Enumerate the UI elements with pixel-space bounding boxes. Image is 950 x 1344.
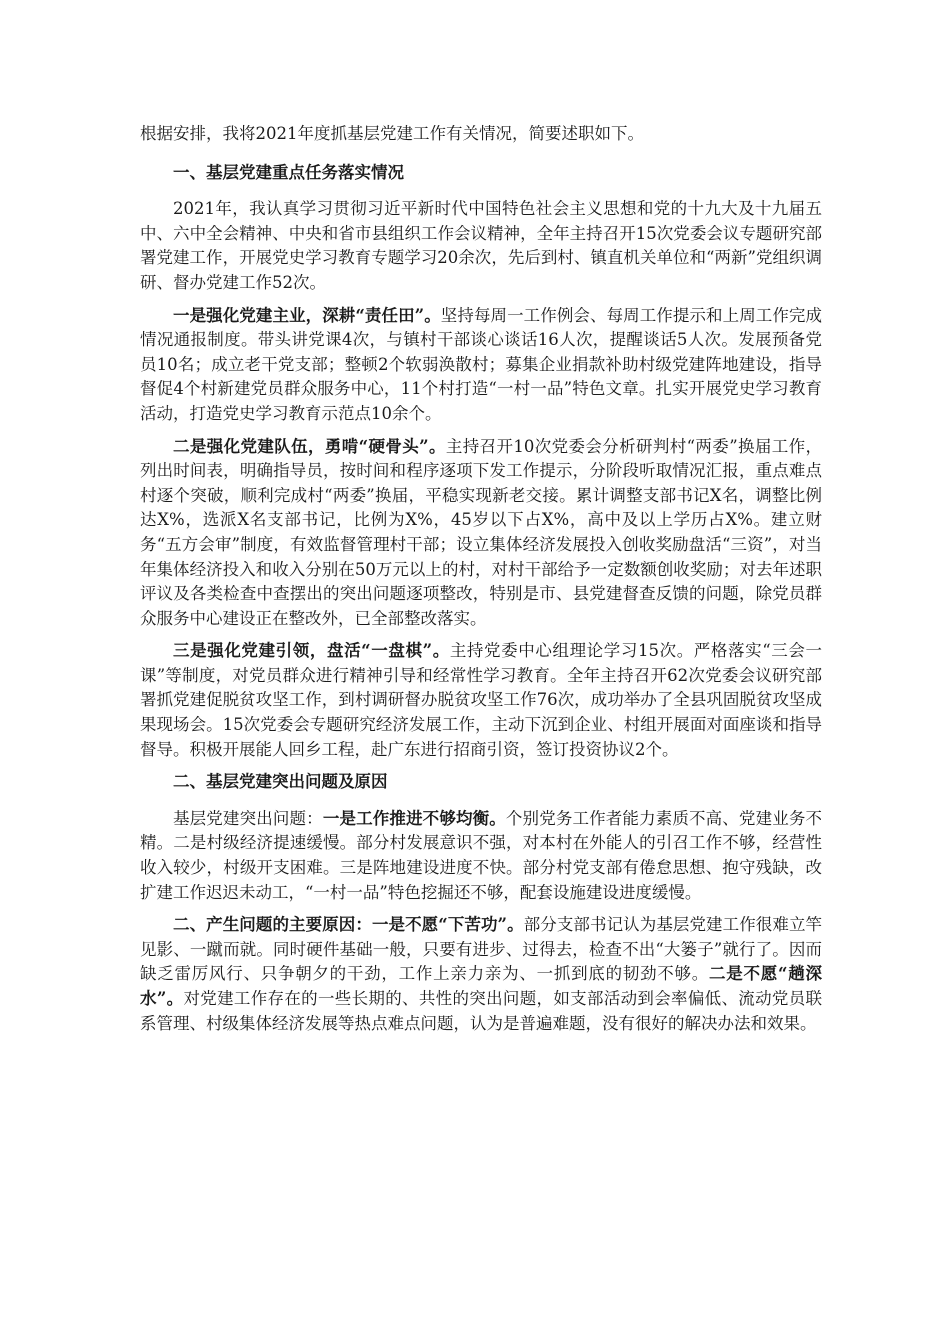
section2-heading: 二、基层党建突出问题及原因 bbox=[173, 772, 388, 792]
paragraph-lead: 一是工作推进不够均衡。 bbox=[322, 808, 506, 828]
paragraph-prefix: 二、产生问题的主要原因： bbox=[173, 915, 372, 935]
intro-paragraph: 根据安排，我将2021年度抓基层党建工作有关情况，简要述职如下。 bbox=[140, 124, 644, 143]
paragraph-body: 坚持每周一工作例会、每周工作提示和上周工作完成情况通报制度。带头讲党课4次，与镇村干部谈心谈话16人次，提醒谈话5人次。发展预备党员10名；成立老干党支部；整顿2个软弱涣散村；募集企业捐款补助村级党建阵地建设，指导督促4个村新建党员群众服务中心，11个村打造“一村一品”特色文章。扎实开展党史学习教育活动，打造党史学习教育示范点10余个。 bbox=[140, 305, 822, 423]
section1-paragraph-2 bbox=[140, 304, 822, 427]
section1-paragraph-3 bbox=[140, 435, 822, 632]
section1-paragraph-4 bbox=[140, 639, 822, 762]
paragraph-lead: 一是强化党建主业，深耕“责任田”。 bbox=[173, 305, 441, 325]
paragraph-lead: 二是强化党建队伍，勇啃“硬骨头”。 bbox=[173, 436, 446, 456]
section1-heading: 一、基层党建重点任务落实情况 bbox=[173, 162, 404, 182]
section2-paragraph-1 bbox=[140, 807, 822, 905]
section1-paragraph-1: 2021年，我认真学习贯彻习近平新时代中国特色社会主义思想和党的十九大及十九届五中、六中全会精神、中央和省市县组织工作会议精神，全年主持召开15次党委会议专题研究部署党建工作，开展党史学习教育专题学习20余次，先后到村、镇直机关单位和“两新”党组织调研、督办党建工作52次。 bbox=[140, 199, 822, 292]
paragraph-body: 主持召开10次党委会分析研判村“两委”换届工作，列出时间表，明确指导员，按时间和程序逐项下发工作提示，分阶段听取情况汇报，重点难点村逐个突破，顺利完成村“两委”换届，平稳实现新老交接。累计调整支部书记X名，调整比例达X%，选派X名支部书记，比例为X%，45岁以下占X%，高中及以上学历占X%。建立财务“五方会审”制度，有效监督管理村干部；设立集体经济发展投入创收奖励盘活“三资”，对当年集体经济投入和收入分别在50万元以上的村，对村干部给予一定数额创收奖励；对去年述职评议及各类检查中查摆出的突出问题逐项整改，特别是市、县党建督查反馈的问题，除党员群众服务中心建设正在整改外，已全部整改落实。 bbox=[140, 436, 823, 628]
paragraph-body: 个别党务工作者能力素质不高、党建业务不精。二是村级经济提速缓慢。部分村发展意识不强，对本村在外能人的引召工作不够，经营性收入较少，村级开支困难。三是阵地建设进度不快。部分村党支部有倦怠思想、抱守残缺，改扩建工作迟迟未动工，“一村一品”特色挖掘还不够，配套设施建设进度缓慢。 bbox=[140, 808, 823, 902]
paragraph-body: 部分支部书记认为基层党建工作很难立竿见影、一蹴而就。同时硬件基础一般，只要有进步、过得去，检查不出“大篓子”就行了。因而缺乏雷厉风行、只争朝夕的干劲，工作上亲力亲为、一抓到底的韧劲不够。 bbox=[140, 915, 823, 984]
paragraph-lead: 三是强化党建引领，盘活“一盘棋”。 bbox=[173, 641, 450, 661]
paragraph-body: 主持党委中心组理论学习15次。严格落实“三会一课”等制度，对党员群众进行精神引导和经常性学习教育。全年主持召开62次党委会议研究部署抓党建促脱贫攻坚工作，到村调研督办脱贫攻坚工作76次，成功举办了全县巩固脱贫攻坚成果现场会。15次党委会专题研究经济发展工作，主动下沉到企业、村组开展面对面座谈和指导督导。积极开展能人回乡工程，赴广东进行招商引资，签订投资协议2个。 bbox=[140, 641, 822, 759]
section2-paragraph-2 bbox=[140, 913, 822, 1036]
paragraph-body-2: 对党建工作存在的一些长期的、共性的突出问题，如支部活动到会率偏低、流动党员联系管理、村级集体经济发展等热点难点问题，认为是普遍难题，没有很好的解决办法和效果。 bbox=[140, 989, 822, 1033]
paragraph-lead: 一是不愿“下苦功”。 bbox=[371, 915, 524, 935]
paragraph-lead-2: 二是不愿“趟深水”。 bbox=[140, 964, 822, 1008]
paragraph-prefix: 基层党建突出问题： bbox=[173, 808, 323, 828]
